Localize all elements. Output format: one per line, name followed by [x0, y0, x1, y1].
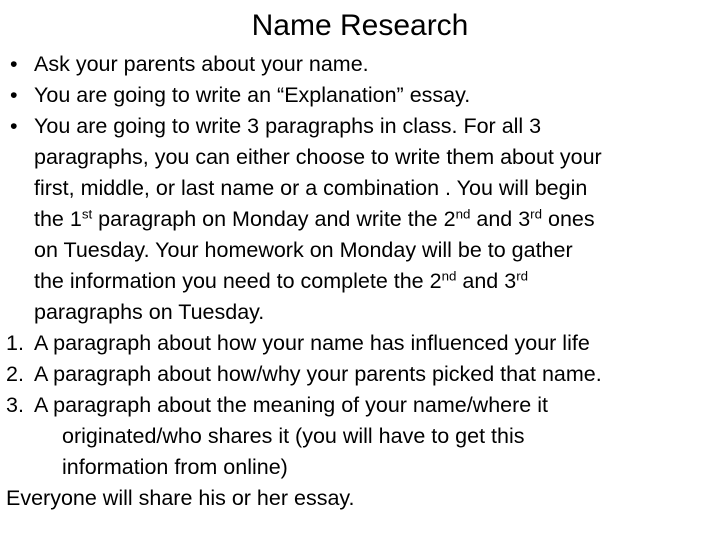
ordinal-suffix: nd	[441, 268, 457, 284]
numbered-text: A paragraph about how your name has influenced your life	[34, 331, 590, 355]
numbered-text-line: originated/who shares it (you will have to get this	[62, 424, 525, 448]
bullet-text-line: first, middle, or last name or a combination . You will begin	[34, 176, 588, 200]
text-run: and 3	[456, 269, 517, 293]
closing-text: Everyone will share his or her essay.	[6, 486, 355, 510]
text-run: paragraph on Monday and write the 2	[92, 207, 456, 231]
bullet-text: You are going to write an “Explanation” essay.	[34, 83, 471, 107]
ordinal-suffix: rd	[530, 206, 543, 222]
bullet-item-2	[6, 80, 716, 111]
ordinal-suffix: st	[81, 206, 93, 222]
bullet-text: Ask your parents about your name.	[34, 52, 369, 76]
numbered-text-line: information from online)	[62, 455, 288, 479]
ordinal-suffix: rd	[516, 268, 529, 284]
bullet-text-line: on Tuesday. Your homework on Monday will be to gather	[34, 238, 573, 262]
number-marker: 2.	[6, 362, 24, 386]
number-marker: 3.	[6, 393, 24, 417]
bullet-marker: •	[10, 52, 18, 76]
text-run: the information you need to complete the 2	[34, 269, 442, 293]
numbered-item-2	[6, 359, 716, 390]
bullet-marker: •	[10, 83, 18, 107]
bullet-marker: •	[10, 114, 18, 138]
numbered-item-1	[6, 328, 716, 359]
number-marker: 1.	[6, 331, 24, 355]
slide-title: Name Research	[251, 9, 469, 42]
text-run: the 1	[34, 207, 82, 231]
text-run: and 3	[470, 207, 531, 231]
bullet-item-3	[6, 111, 716, 328]
ordinal-suffix: nd	[455, 206, 471, 222]
numbered-text-line: A paragraph about the meaning of your name/where it	[34, 393, 548, 417]
bullet-text-line: paragraphs on Tuesday.	[34, 300, 265, 324]
bullet-text-line: paragraphs, you can either choose to write them about your	[34, 145, 602, 169]
slide-body	[6, 49, 716, 514]
text-run: ones	[542, 207, 595, 231]
bullet-text-line: You are going to write 3 paragraphs in class. For all 3	[34, 114, 542, 138]
bullet-text-line	[34, 204, 716, 235]
numbered-text: A paragraph about how/why your parents picked that name.	[34, 362, 602, 386]
bullet-item-1	[6, 49, 716, 80]
bullet-text-line	[34, 266, 716, 297]
numbered-item-3	[6, 390, 716, 483]
